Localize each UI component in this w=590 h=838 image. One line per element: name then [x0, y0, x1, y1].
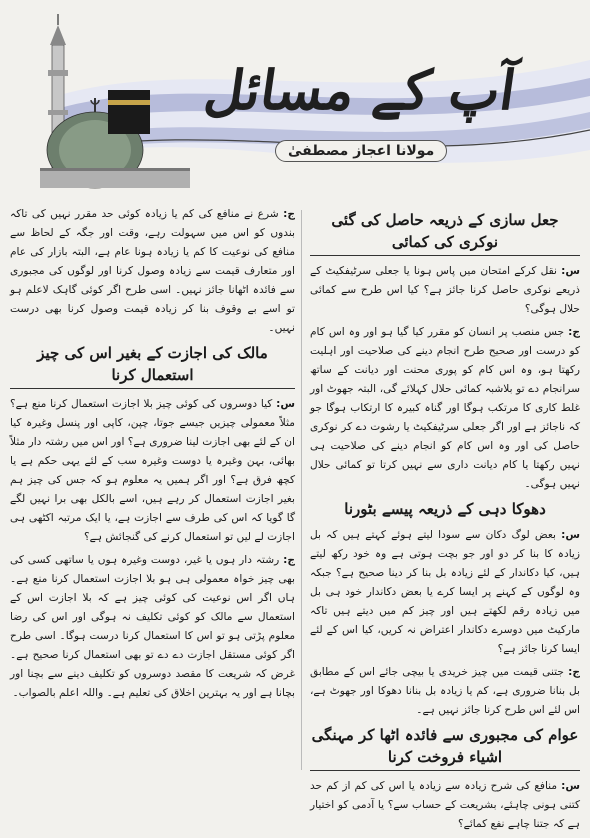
answer-text: جس منصب پر انسان کو مقرر کیا گیا ہو اور وہ اس کام کو درست اور صحیح طرح انجام دینے کی صلاحیت اور اہلیت رکھتا ہو، وہ اس کام کو پوری محنت اور دیانت کے ساتھ سرانجام دے تو بلاشبہ کمائی حلال کہلائے گی، البتہ جھوٹ اور غلط کاری کا مرتکب ہوگا اور گناہ کبیرہ کا ارتکاب ہوگا جو کہ ناجائز ہے اور اگر جعلی سرٹیفکیٹ یا رشوت دے کر نوکری حاصل کی اور وہ اس کام کو انجام دینے کی صلاحیت ہی نہیں رکھتا یا کام دیانت داری سے نہیں کرتا تو کمائی حلال نہیں ہوگی۔	[310, 326, 580, 490]
header-banner	[0, 0, 590, 200]
question-paragraph	[310, 262, 580, 319]
answer-text: شرع نے منافع کی کم یا زیادہ کوئی حد مقرر نہیں کی تاکہ بندوں کو اس میں سہولت رہے، وقت اور جگہ کے لحاظ سے منافع کی نوعیت کا کم یا زیادہ ہونا عام ہے، البتہ بازار کی عام اور متعارف قیمت سے زیادہ وصول کرنا اور لوگوں کی مجبوری سے فائدہ اٹھانا جائز نہیں۔ اسی طرح اگر کوئی گاہک لاعلم ہو تو اسے بے وقوف بنا کر زیادہ قیمت وصول کرنا بھی درست نہیں۔	[10, 208, 295, 334]
answer-text: جتنی قیمت میں چیز خریدی یا بیچی جائے اس کے مطابق بل بنانا ضروری ہے، کم یا زیادہ بل بنانا دھوکا اور جھوٹ ہے، اس لئے اس طرح کرنا جائز نہیں ہے۔	[310, 666, 580, 716]
question-marker: س:	[561, 780, 580, 792]
answer-marker: ج:	[283, 208, 295, 220]
article-heading: عوام کی مجبوری سے فائدہ اٹھا کر مہنگی اشیاء فروخت کرنا	[310, 724, 580, 771]
question-text: نقل کرکے امتحان میں پاس ہونا یا جعلی سرٹیفکیٹ کے ذریعے نوکری حاصل کرنا جائز ہے؟ کیا اس طرح سے کمائی حلال ہوگی؟	[310, 265, 580, 315]
question-marker: س:	[561, 529, 580, 541]
author-byline: مولانا اعجاز مصطفیٰ	[275, 140, 447, 162]
question-paragraph	[310, 777, 580, 834]
answer-marker: ج:	[568, 666, 580, 678]
right-column	[310, 205, 580, 838]
question-text: منافع کی شرح زیادہ سے زیادہ یا اس کی کم از کم حد کتنی ہونی چاہئے، بشریعت کے حساب سے؟ یا آدمی کو اختیار ہے کہ جتنا چاہے نفع کمائے؟	[310, 780, 580, 830]
answer-paragraph	[310, 663, 580, 720]
answer-marker: ج:	[283, 554, 296, 566]
answer-paragraph	[10, 551, 295, 703]
question-text: کیا دوسروں کی کوئی چیز بلا اجازت استعمال کرنا منع ہے؟ مثلاً معمولی چیزیں جیسے جوتا، چپن، کاپی اور پنسل وغیرہ کیا ان کے لئے بھی اجازت لینا ضروری ہے؟ اور اس میں رشتہ دار مثلاً بھائی، بہن وغیرہ یا دوست وغیرہ سب کے لئے یہی حکم ہے یا کچھ فرق ہے؟ اور اگر ہمیں یہ معلوم ہو کہ جس کی چیز ہم بغیر اجازت استعمال کر رہے ہیں، اسے بالکل بھی برا نہیں لگے گا گویا کہ اس کی طرف سے اجازت ہے، یا ایک مرتبہ اکٹھی ہی اجازت لے لیں تو استعمال کرنے کی گنجائش ہے؟	[10, 398, 295, 543]
question-marker: س:	[276, 398, 295, 410]
answer-marker: ج:	[568, 326, 580, 338]
answer-text: رشتہ دار ہوں یا غیر، دوست وغیرہ ہوں یا ساتھی کسی کی بھی چیز خواہ معمولی ہی ہو بلا اجازت استعمال کرنا منع ہے۔ ہاں اگر اس نوعیت کی کوئی چیز ہے کہ بلا اجازت اس کے استعمال سے مالک کو کوئی تکلیف نہ ہوگی اور اس کی رضا معلوم پڑتی ہو تو اس کا استعمال کرنا درست ہوگا۔ اسی طرح اگر کوئی مستقل اجازت دے دے تو بھی استعمال کرنا صحیح ہے۔ غرض کہ شریعت کا مقصد دوسروں کو تکلیف دینے سے بچنا اور بچانا ہے اور یہ بہترین اخلاق کی تعلیم ہے۔ واللہ اعلم بالصواب۔	[10, 554, 295, 699]
column-divider	[301, 210, 302, 770]
answer-paragraph	[310, 323, 580, 494]
magazine-section-title: آپ کے مسائل	[200, 58, 520, 122]
question-paragraph	[310, 526, 580, 659]
article-heading: جعل سازی کے ذریعہ حاصل کی گئی نوکری کی کمائی	[310, 209, 580, 256]
left-column	[10, 205, 295, 707]
question-marker: س:	[561, 265, 580, 277]
answer-paragraph	[10, 205, 295, 338]
question-paragraph	[10, 395, 295, 547]
question-text: بعض لوگ دکان سے سودا لیتے ہوئے کہتے ہیں کہ بل زیادہ کا بنا کر دو اور جو بچت ہوتی ہے وہ خود رکھ لیتے ہیں، کیا دکاندار کے لئے زیادہ بل بنا کر دینا صحیح ہے؟ جبکہ وہ لوگوں کے کہنے پر ایسا کرے یا بعض دکاندار خود ہی بل میں زیادہ رقم لکھتے ہیں اور چیز کم میں دیتے ہیں تاکہ مارکیٹ میں دوسرے دکاندار اعتراض نہ کریں، کیا اس کے لئے ایسا کرنا جائز ہے؟	[310, 529, 580, 655]
article-heading: مالک کی اجازت کے بغیر اس کی چیز استعمال کرنا	[10, 342, 295, 389]
article-heading: دھوکا دہی کے ذریعہ پیسے بٹورنا	[344, 500, 546, 518]
